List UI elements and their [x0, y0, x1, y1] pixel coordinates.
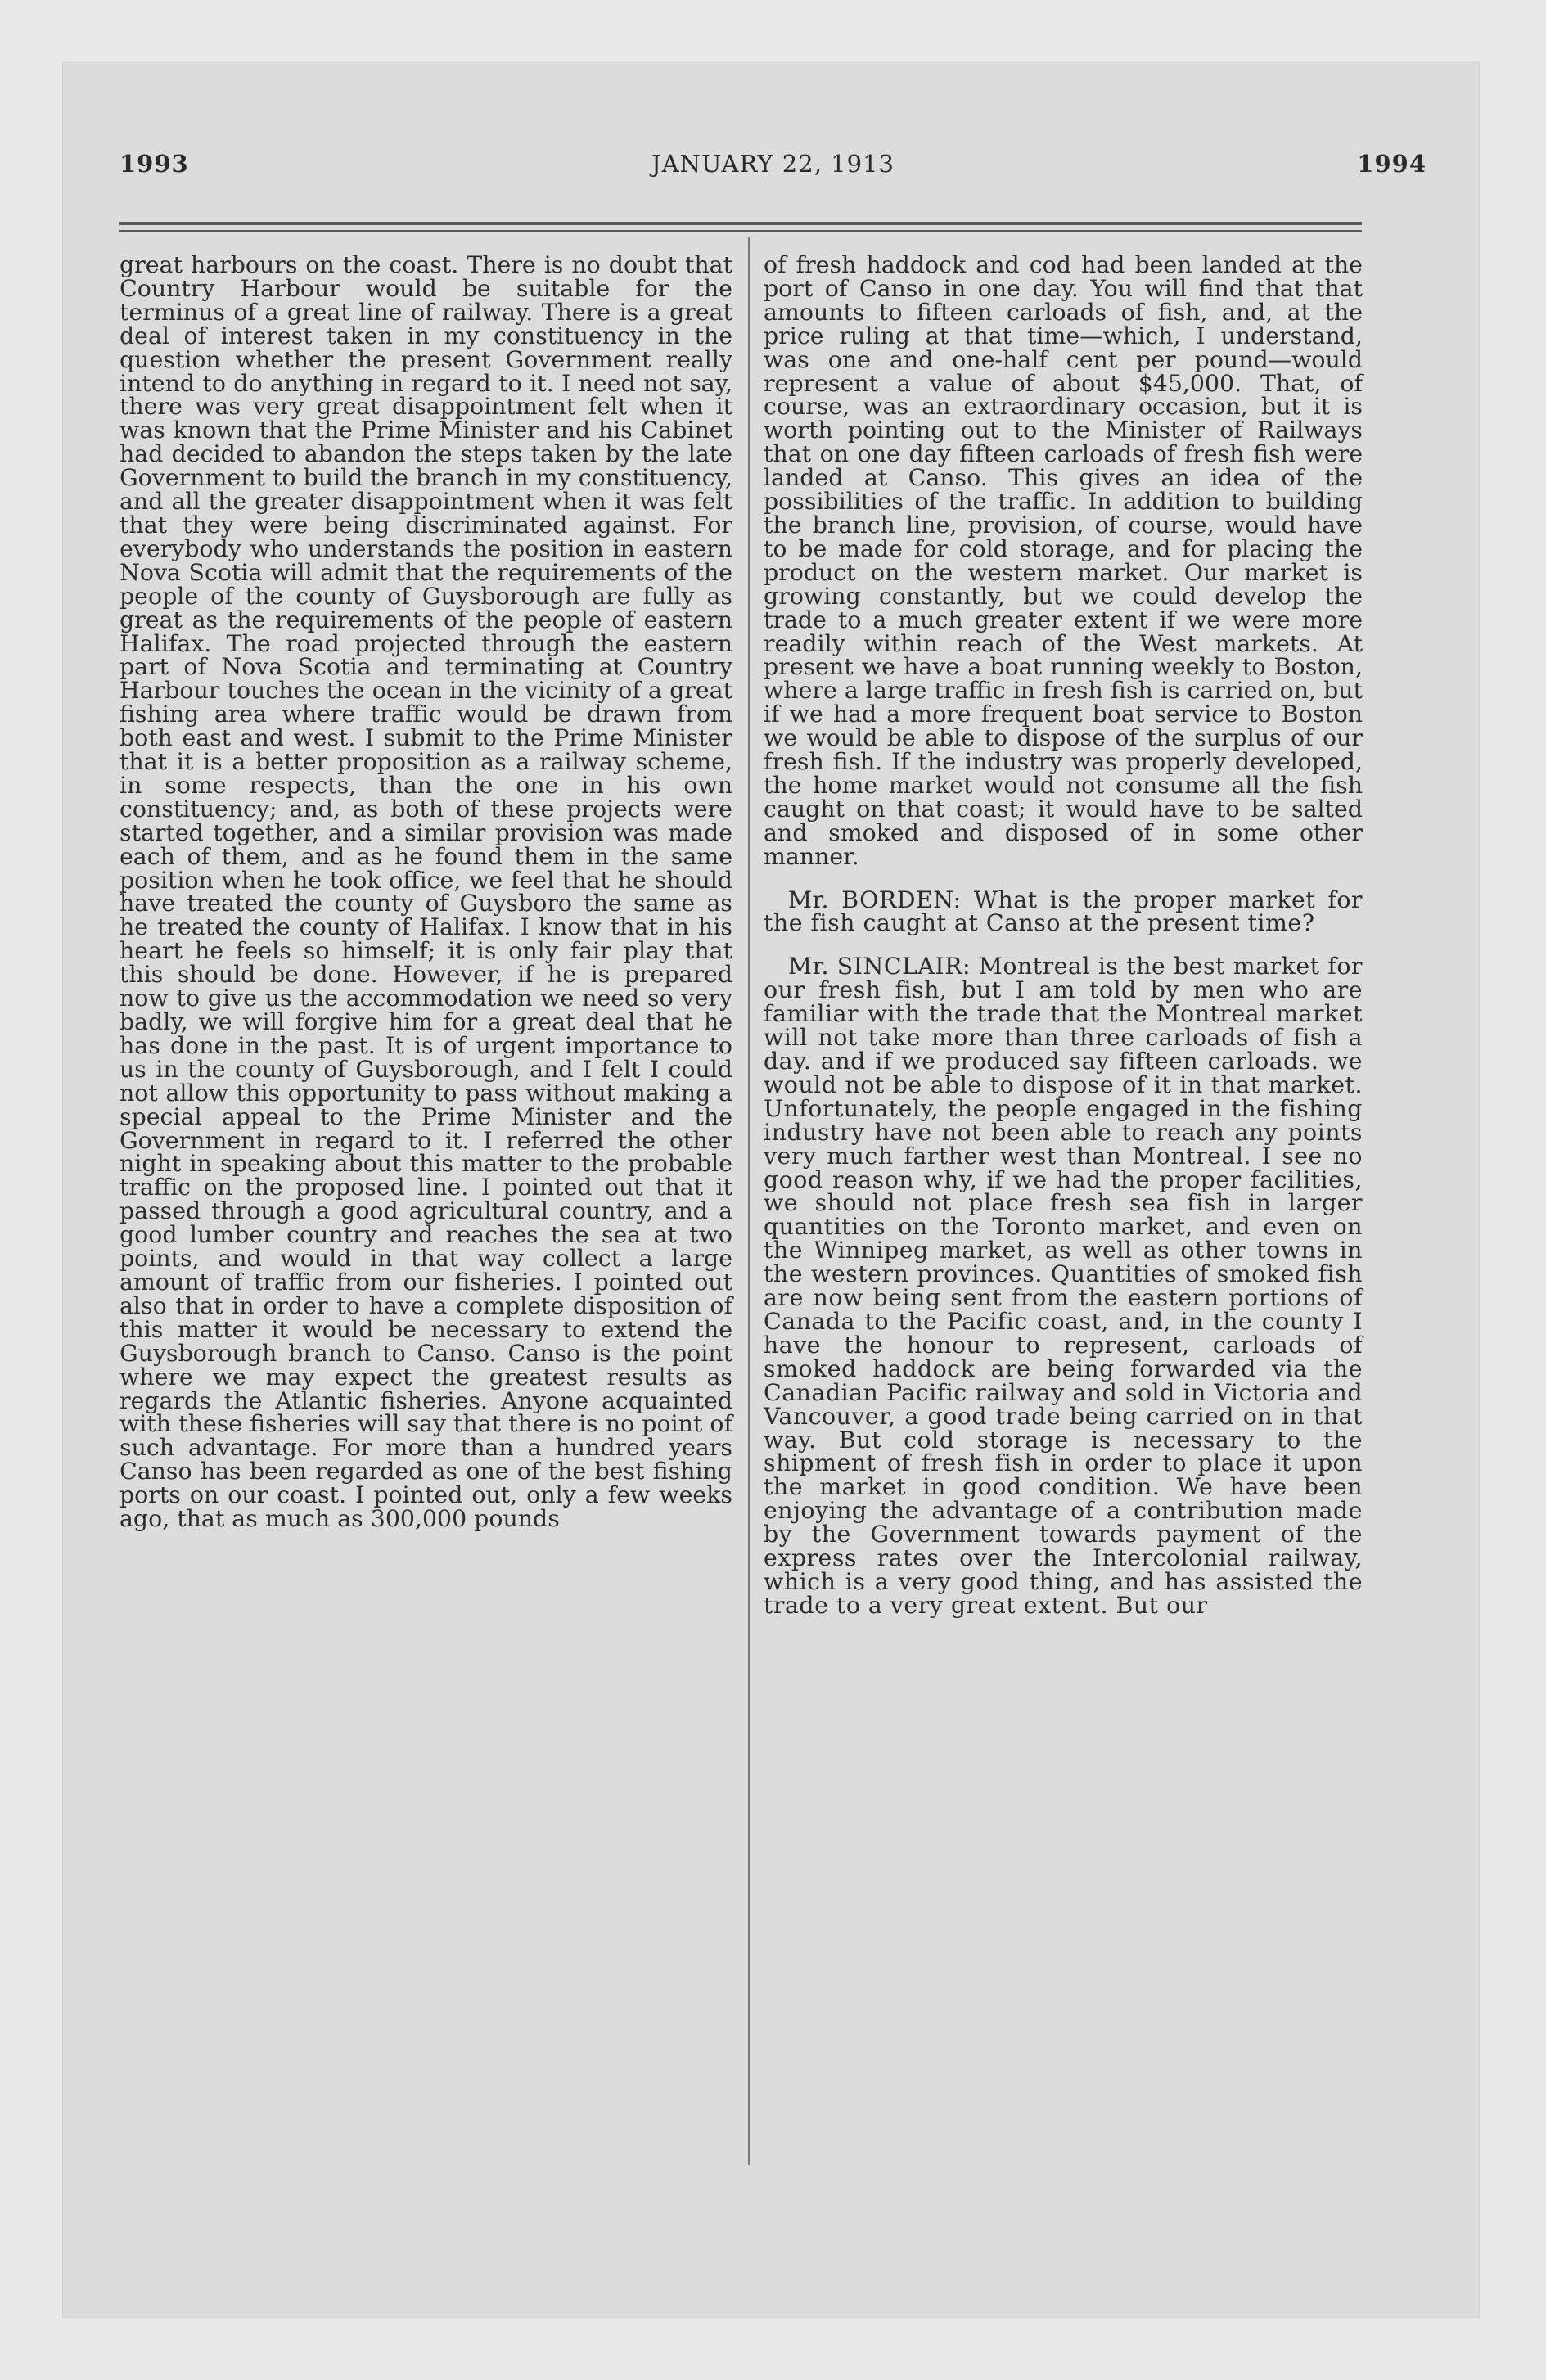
- sinclair-reply-paragraph: Mr. SINCLAIR: Montreal is the best market for our fresh fish, but I am told by men who are familiar with the trade that the Montreal market will not take more than three carloads of fish a day. and if we produced say fifteen carloads. we would not be able to dispose of it in that market. Unfortunately, the people engaged in the fishing industry have not been able to reach any points very much farther west than Montreal. I see no good reason why, if we had the proper facilities, we should not place fresh sea fish in larger quantities on the Toronto market, and even on the Winnipeg market, as well as other towns in the western provinces. Quantities of smoked fish are now being sent from the eastern portions of Canada to the Pacific coast, and, in the county I have the honour to represent, carloads of smoked haddock are being forwarded via the Canadian Pacific railway and sold in Victoria and Vancouver, a good trade being carried on in that way. But cold storage is necessary to the shipment of fresh fish in order to place it upon the market in good condition. We have been enjoying the advantage of a contribution made by the Government towards payment of the express rates over the Intercolonial railway, which is a very good thing, and has assisted the trade to a very great extent. But our: [764, 953, 1363, 1619]
- left-page-number: 1993: [119, 150, 189, 178]
- right-column: [764, 251, 1363, 1619]
- right-page-number: 1994: [1357, 150, 1427, 178]
- header-rule-thick: [119, 222, 1362, 225]
- left-column-paragraph: great harbours on the coast. There is no doubt that Country Harbour would be suitable for the terminus of a great line of railway. There is a great deal of interest taken in my constituency in the question whether the present Government really intend to do anything in regard to it. I need not say, there was very great disappointment felt when it was known that the Prime Minister and his Cabinet had decided to abandon the steps taken by the late Government to build the branch in my constituency, and all the greater disappointment when it was felt that they were being discriminated against. For everybody who understands the position in eastern Nova Scotia will admit that the requirements of the people of the county of Guysborough are fully as great as the requirements of the people of eastern Halifax. The road projected through the eastern part of Nova Scotia and terminating at Country Harbour touches the ocean in the vicinity of a great fishing area where traffic would be drawn from both east and west. I submit to the Prime Minister that it is a better proposition as a railway scheme, in some respects, than the one in his own constituency; and, as both of these projects were started together, and a similar provision was made each of them, and as he found them in the same position when he took office, we feel that he should have treated the county of Guysboro the same as he treated the county of Halifax. I know that in his heart he feels so himself; it is only fair play that this should be done. However, if he is prepared now to give us the accommodation we need so very badly, we will forgive him for a great deal that he has done in the past. It is of urgent importance to us in the county of Guysborough, and I felt I could not allow this opportunity to pass without making a special appeal to the Prime Minister and the Government in regard to it. I referred the other night in speaking about this matter to the probable traffic on the proposed line. I pointed out that it passed through a good agricultural country, and a good lumber country and reaches the sea at two points, and would in that way collect a large amount of traffic from our fisheries. I pointed out also that in order to have a complete disposition of this matter it would be necessary to extend the Guysborough branch to Canso. Canso is the point where we may expect the greatest results as regards the Atlantic fisheries. Anyone acquainted with these fisheries will say that there is no point of such advantage. For more than a hundred years Canso has been regarded as one of the best fishing ports on our coast. I pointed out, only a few weeks ago, that as much as 300,000 pounds: [119, 251, 732, 1533]
- publication-date: JANUARY 22, 1913: [651, 150, 895, 178]
- left-column: [119, 251, 732, 1533]
- right-column-paragraph: of fresh haddock and cod had been landed at the port of Canso in one day. You will find that that amounts to fifteen carloads of fish, and, at the price ruling at that time—which, I understand, was one and one-half cent per pound—would represent a value of about $45,000. That, of course, was an extraordinary occasion, but it is worth pointing out to the Minister of Railways that on one day fifteen carloads of fresh fish were landed at Canso. This gives an idea of the possibilities of the traffic. In addition to building the branch line, provision, of course, would have to be made for cold storage, and for placing the product on the western market. Our market is growing constantly, but we could develop the trade to a much greater extent if we were more readily within reach of the West markets. At present we have a boat running weekly to Boston, where a large traffic in fresh fish is carried on, but if we had a more frequent boat service to Boston we would be able to dispose of the surplus of our fresh fish. If the industry was properly developed, the home market would not consume all the fish caught on that coast; it would have to be salted and smoked and disposed of in some other manner.: [764, 251, 1363, 870]
- borden-question-paragraph: Mr. BORDEN: What is the proper market for the fish caught at Canso at the present time?: [764, 886, 1363, 937]
- header-rule-thin: [119, 230, 1362, 232]
- column-divider: [748, 237, 750, 2165]
- page-header: [119, 150, 1427, 183]
